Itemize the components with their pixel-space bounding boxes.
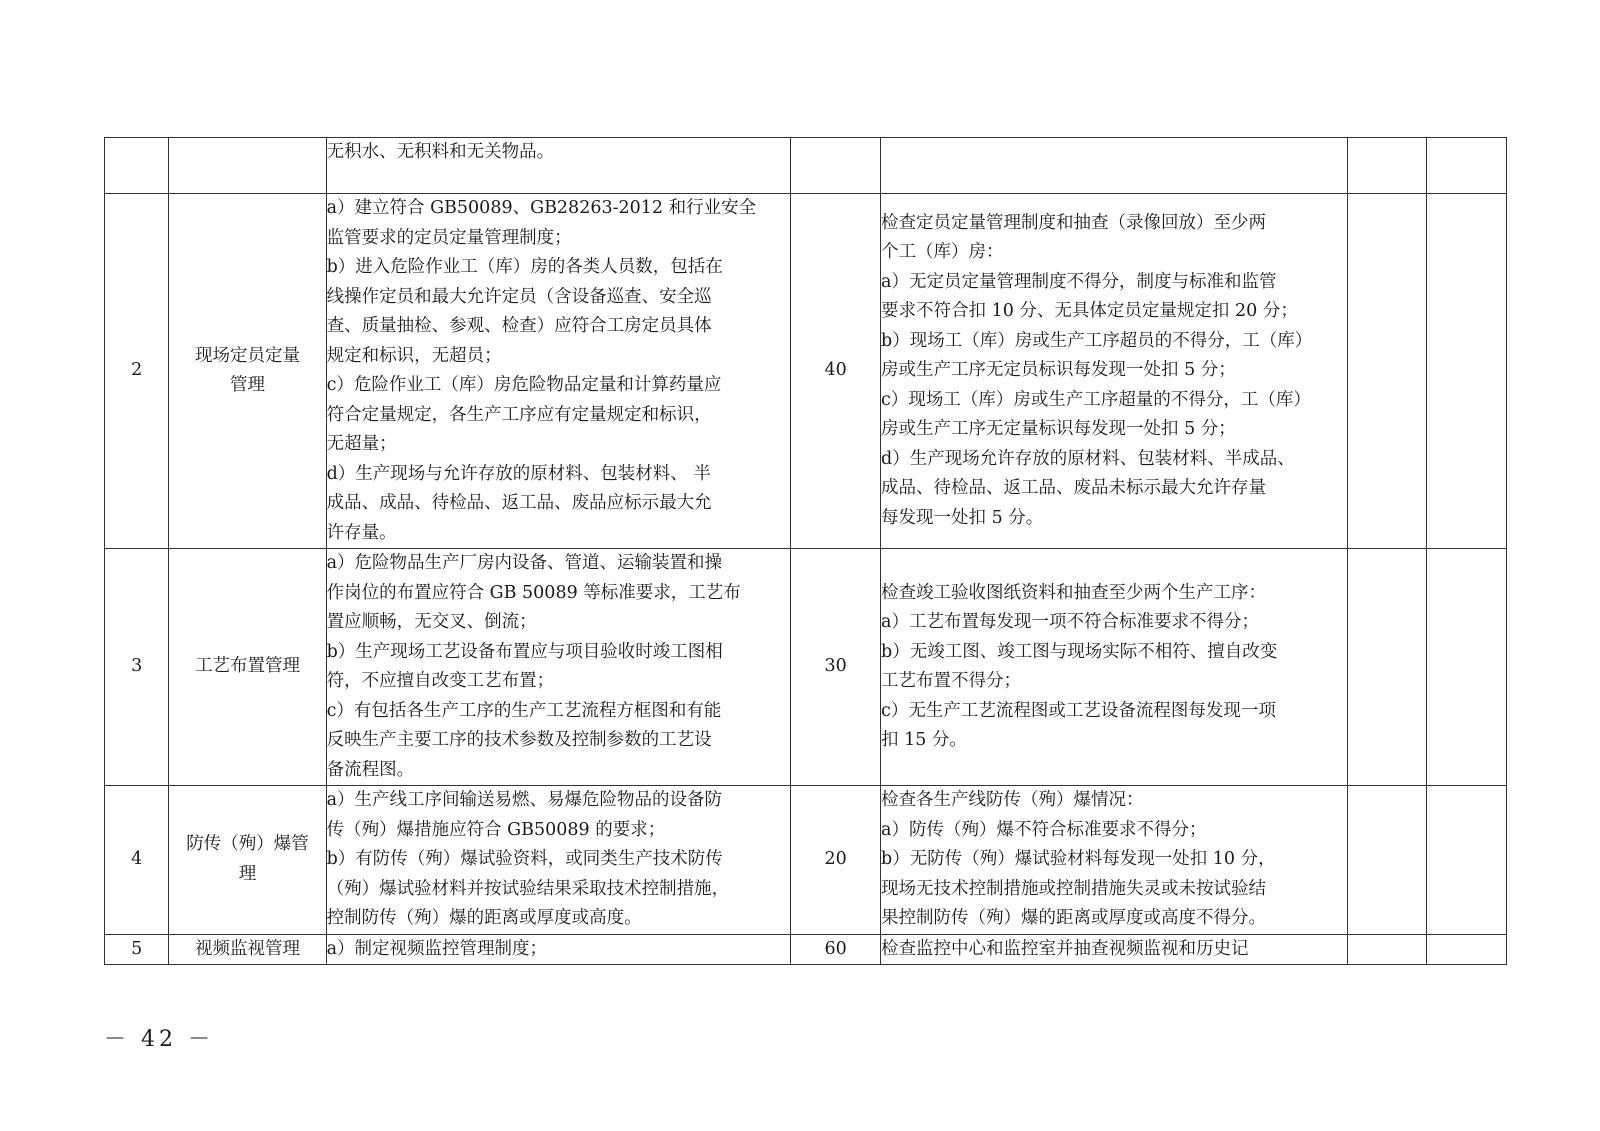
method-line: 每发现一处扣 5 分。 — [881, 507, 1044, 528]
req-line: 无积水、无积料和无关物品。 — [326, 142, 555, 162]
item-number-cell: 5 — [105, 934, 169, 965]
remark-cell — [1427, 786, 1507, 935]
table-row — [105, 138, 1507, 194]
remark-cell — [1427, 934, 1507, 965]
method-line: 个工（库）房： — [881, 242, 1004, 263]
method-line: a）工艺布置每发现一项不符合标准要求不得分； — [881, 612, 1259, 632]
req-line: a）生产线工序间输送易燃、易爆危险物品的设备防 — [326, 790, 723, 810]
method-line: 检查定员定量管理制度和抽查（录像回放）至少两 — [881, 212, 1267, 233]
req-line: 成品、成品、待检品、返工品、废品应标示最大允 — [326, 493, 712, 513]
deduction-cell — [1347, 786, 1427, 935]
method-line: 扣 15 分。 — [881, 730, 967, 750]
table-row — [105, 549, 1507, 786]
assessment-table — [104, 137, 1507, 965]
method-cell — [881, 934, 1348, 965]
requirement-cell — [326, 194, 791, 549]
requirement-cell — [326, 138, 791, 194]
req-line: 许存量。 — [326, 522, 397, 543]
name-line: 工艺布置管理 — [194, 656, 300, 677]
table-row — [105, 934, 1507, 965]
req-line: 控制防传（殉）爆的距离或厚度或高度。 — [326, 908, 642, 928]
name-line: 理 — [238, 863, 257, 884]
item-name-cell — [169, 194, 326, 549]
req-line: 备流程图。 — [326, 759, 415, 780]
method-line: 现场无技术控制措施或控制措施失灵或未按试验结 — [881, 878, 1267, 899]
score-cell: 60 — [791, 934, 881, 965]
item-number-cell: 3 — [105, 549, 169, 786]
page-number: － 42 － — [104, 1027, 214, 1052]
method-line: 检查竣工验收图纸资料和抽查至少两个生产工序： — [881, 582, 1267, 603]
remark-cell — [1427, 138, 1507, 194]
method-line: 房或生产工序无定量标识每发现一处扣 5 分； — [881, 419, 1236, 440]
req-line: 符，不应擅自改变工艺布置； — [326, 671, 555, 691]
method-cell — [881, 549, 1348, 786]
name-line: 防传（殉）爆管 — [186, 834, 309, 855]
remark-cell — [1427, 194, 1507, 549]
method-line: d）生产现场允许存放的原材料、包装材料、半成品、 — [881, 448, 1295, 469]
item-name-cell — [169, 138, 326, 194]
method-line: 工艺布置不得分； — [881, 671, 1022, 691]
table-row — [105, 194, 1507, 549]
score-cell — [791, 138, 881, 194]
method-line: 成品、待检品、返工品、废品未标示最大允许存量 — [881, 478, 1267, 499]
req-line: a）建立符合 GB50089、GB28263-2012 和行业安全 — [326, 198, 757, 218]
req-line: 作岗位的布置应符合 GB 50089 等标准要求，工艺布 — [326, 582, 741, 603]
item-name-cell — [169, 934, 326, 965]
req-line: d）生产现场与允许存放的原材料、包装材料、 半 — [326, 463, 711, 484]
method-line: 检查各生产线防传（殉）爆情况： — [881, 790, 1144, 810]
req-line: b）生产现场工艺设备布置应与项目验收时竣工图相 — [326, 641, 723, 662]
item-number-cell: 4 — [105, 786, 169, 935]
req-line: 反映生产主要工序的技术参数及控制参数的工艺设 — [326, 730, 712, 750]
req-line: 传（殉）爆措施应符合 GB50089 的要求； — [326, 819, 666, 840]
method-line: a）防传（殉）爆不符合标准要求不得分； — [881, 819, 1207, 840]
req-line: c）危险作业工（库）房危险物品定量和计算药量应 — [326, 375, 722, 395]
table-body — [105, 138, 1507, 965]
req-line: 无超量； — [326, 434, 397, 454]
req-line: b）进入危险作业工（库）房的各类人员数，包括在 — [326, 257, 723, 277]
method-line: b）无竣工图、竣工图与现场实际不相符、擅自改变 — [881, 641, 1278, 662]
req-line: 查、质量抽检、参观、检查）应符合工房定员具体 — [326, 316, 712, 336]
method-line: 检查监控中心和监控室并抽查视频监视和历史记 — [881, 938, 1249, 959]
method-cell — [881, 194, 1348, 549]
deduction-cell — [1347, 194, 1427, 549]
item-name-cell — [169, 786, 326, 935]
method-cell — [881, 786, 1348, 935]
req-line: c）有包括各生产工序的生产工艺流程方框图和有能 — [326, 700, 722, 721]
method-line: b）现场工（库）房或生产工序超员的不得分，工（库） — [881, 330, 1313, 351]
method-line: 要求不符合扣 10 分、无具体定员定量规定扣 20 分； — [881, 301, 1298, 322]
method-line: 果控制防传（殉）爆的距离或厚度或高度不得分。 — [881, 908, 1267, 928]
deduction-cell — [1347, 138, 1427, 194]
req-line: 规定和标识，无超员； — [326, 345, 502, 366]
name-line: 现场定员定量 — [194, 345, 300, 366]
req-line: （殉）爆试验材料并按试验结果采取技术控制措施， — [326, 878, 730, 899]
req-line: 线操作定员和最大允许定员（含设备巡查、安全巡 — [326, 286, 712, 307]
table-row — [105, 786, 1507, 935]
req-line: b）有防传（殉）爆试验资料，或同类生产技术防传 — [326, 849, 723, 869]
requirement-cell — [326, 549, 791, 786]
method-line: c）现场工（库）房或生产工序超量的不得分，工（库） — [881, 389, 1311, 410]
name-line: 管理 — [229, 375, 265, 395]
method-line: b）无防传（殉）爆试验材料每发现一处扣 10 分， — [881, 849, 1276, 869]
method-cell — [881, 138, 1348, 194]
req-line: 置应顺畅，无交叉、倒流； — [326, 612, 537, 632]
deduction-cell — [1347, 549, 1427, 786]
deduction-cell — [1347, 934, 1427, 965]
score-cell: 40 — [791, 194, 881, 549]
method-line: a）无定员定量管理制度不得分，制度与标准和监管 — [881, 271, 1277, 292]
req-line: 监管要求的定员定量管理制度； — [326, 227, 572, 248]
requirement-cell — [326, 786, 791, 935]
score-cell: 30 — [791, 549, 881, 786]
method-line: c）无生产工艺流程图或工艺设备流程图每发现一项 — [881, 700, 1276, 721]
method-line: 房或生产工序无定员标识每发现一处扣 5 分； — [881, 360, 1236, 381]
name-line: 视频监视管理 — [194, 938, 300, 959]
item-number-cell: 2 — [105, 194, 169, 549]
remark-cell — [1427, 549, 1507, 786]
req-line: 符合定量规定，各生产工序应有定量规定和标识， — [326, 404, 712, 425]
item-name-cell — [169, 549, 326, 786]
req-line: a）制定视频监控管理制度； — [326, 938, 548, 959]
requirement-cell — [326, 934, 791, 965]
req-line: a）危险物品生产厂房内设备、管道、运输装置和操 — [326, 553, 723, 573]
item-number-cell — [105, 138, 169, 194]
score-cell: 20 — [791, 786, 881, 935]
